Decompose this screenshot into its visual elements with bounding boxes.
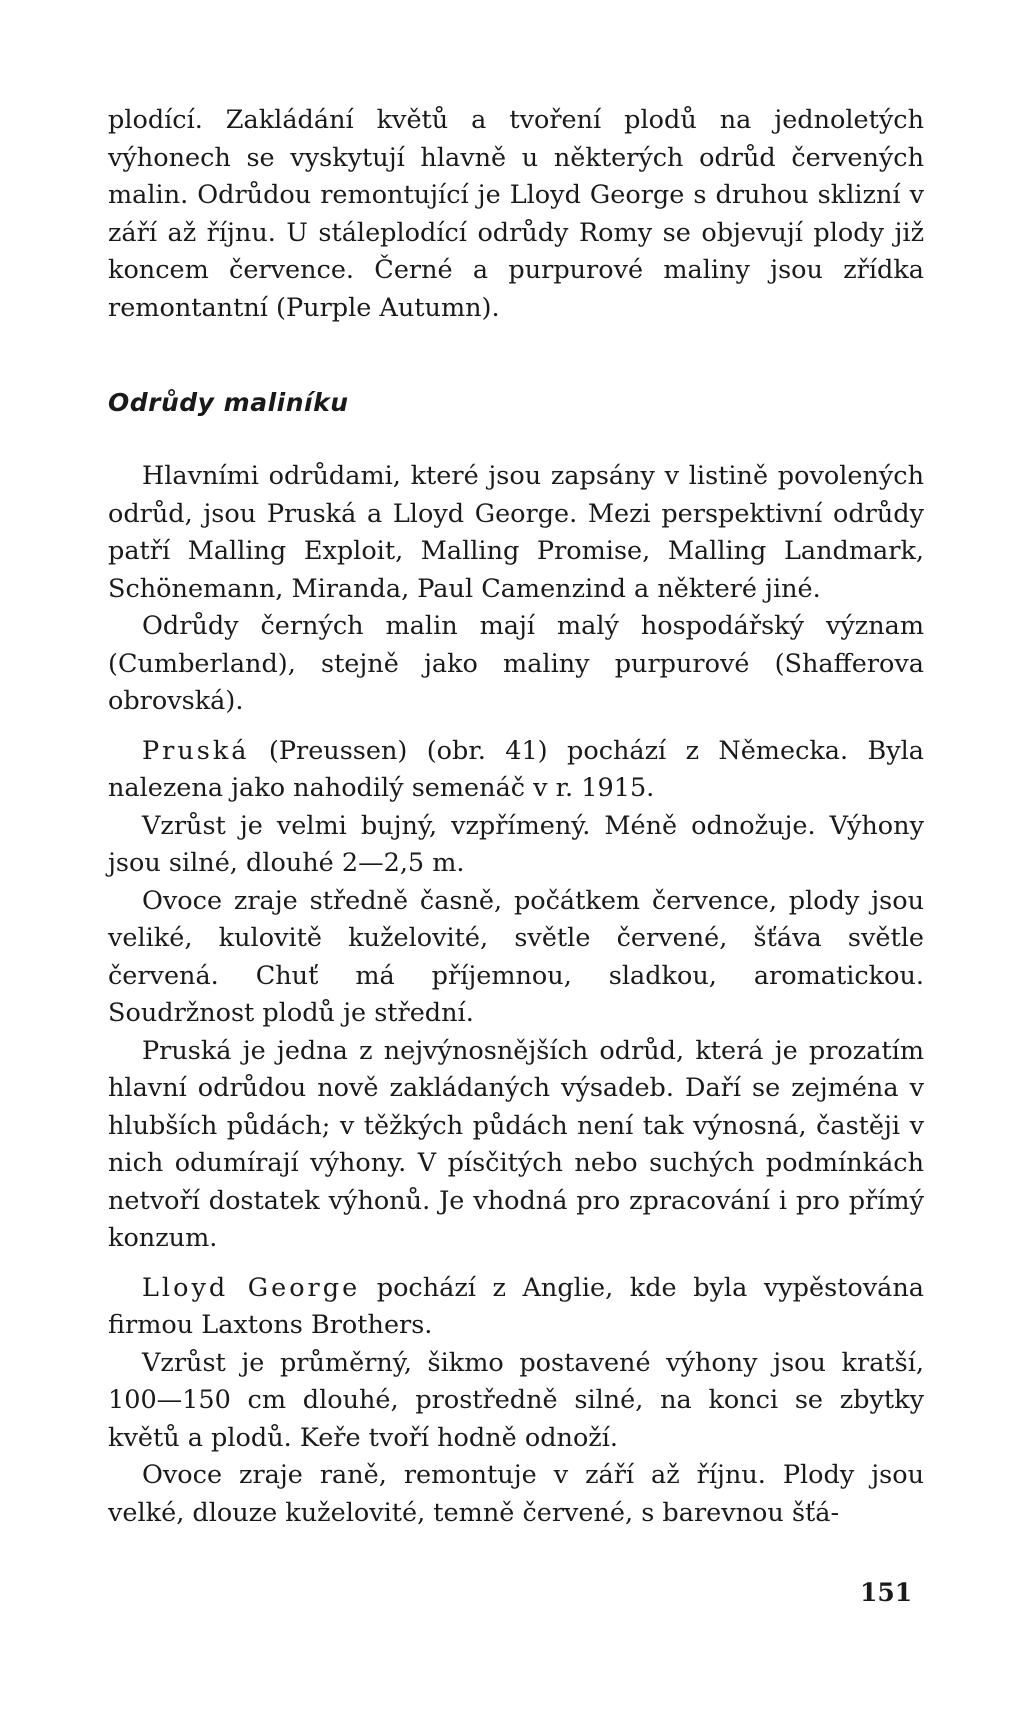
paragraph-lloyd-fruit: Ovoce zraje raně, remontuje v září až říjnu. Plody jsou velké, dlouze kuželovité, temně červené, s barevnou šťá- <box>108 1460 924 1528</box>
pruska-origin-text: (Preussen) (obr. 41) pochází z Německa. Byla nalezena jako nahodilý semenáč v r. 1915. <box>108 735 924 803</box>
paragraph-main-varieties: Hlavními odrůdami, které jsou zapsány v listině povolených odrůd, jsou Pruská a Lloyd George. Mezi perspektivní odrůdy patří Malling Exploit, Malling Promise, Malling Landmark, Schönemann, Miranda, Paul Camenzind a některé jiné. <box>108 461 924 604</box>
lloyd-origin-text: pochází z Anglie, kde byla vypěstována firmou Laxtons Brothers. <box>108 1272 924 1340</box>
paragraph-pruska-growth: Vzrůst je velmi bujný, vzpřímený. Méně odnožuje. Výhony jsou silné, dlouhé 2—2,5 m. <box>108 810 924 878</box>
variety-name-pruska: Pruská <box>142 735 250 766</box>
page-number: 151 <box>860 1578 913 1607</box>
section-body <box>108 458 924 1532</box>
paragraph-pruska-fruit: Ovoce zraje středně časně, počátkem července, plody jsou veliké, kulovitě kuželovité, světle červené, šťáva světle červená. Chuť má příjemnou, sladkou, aromatickou. Soudržnost plodů je střední. <box>108 885 924 1028</box>
intro-paragraph: plodící. Zakládání květů a tvoření plodů na jednoletých výhonech se vyskytují hlavně u některých odrůd červených malin. Odrůdou remontující je Lloyd George s druhou sklizní v září až říjnu. U stáleplodící odrůdy Romy se objevují plody již koncem července. Černé a purpurové maliny jsou zřídka remontantní (Purple Autumn). <box>108 105 924 323</box>
paragraph-pruska-origin <box>108 733 924 808</box>
variety-name-lloyd-george: Lloyd George <box>142 1272 361 1303</box>
paragraph-pruska-yield: Pruská je jedna z nejvýnosnějších odrůd, která je prozatím hlavní odrůdou nově zakládaných výsadeb. Daří se zejména v hlubších půdách; v těžkých půdách není tak výnosná, častěji v nich odumírají výhony. V písčitých nebo suchých podmínkách netvoří dostatek výhonů. Je vhodná pro zpracování i pro přímý konzum. <box>108 1035 924 1253</box>
paragraph-lloyd-growth: Vzrůst je průměrný, šikmo postavené výhony jsou kratší, 100—150 cm dlouhé, prostředně silné, na konci se zbytky květů a plodů. Keře tvoří hodně odnoží. <box>108 1347 924 1453</box>
section-heading: Odrůdy maliníku <box>108 388 349 417</box>
paragraph-lloyd-origin <box>108 1270 924 1345</box>
intro-text <box>108 102 924 327</box>
paragraph-black-raspberries: Odrůdy černých malin mají malý hospodářský význam (Cumberland), stejně jako maliny purpurové (Shafferova obrovská). <box>108 611 924 716</box>
